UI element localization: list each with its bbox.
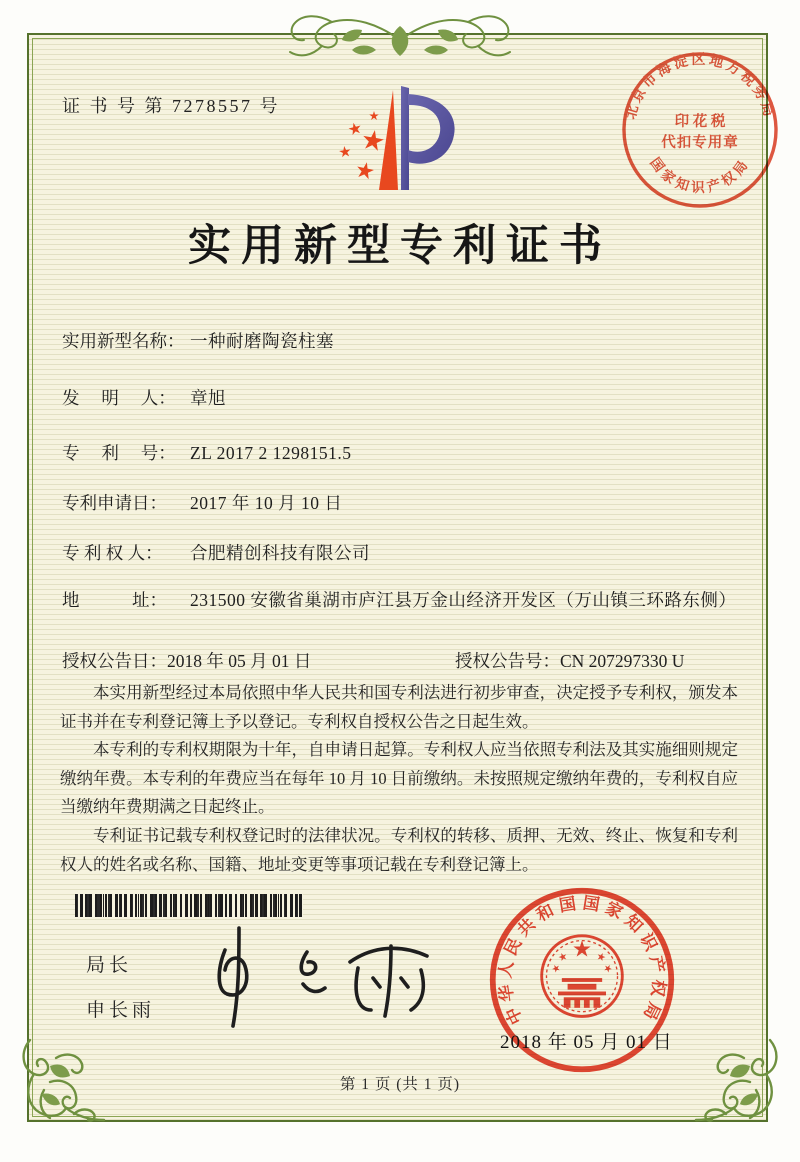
barcode [75,894,303,917]
certificate-title: 实用新型专利证书 [188,223,612,270]
certificate-fields [62,328,738,613]
field-label: 专 利 权 人： [62,543,163,563]
tax-stamp-bottom-arc-text: 国家知识产权局 [647,154,753,195]
seal-ring-text: 中华人民共和国国家知识产权局 [495,893,669,1028]
logo-stars [339,111,386,180]
director-name: 申长雨 [86,1000,156,1021]
field-label: 专 利 号： [62,443,176,463]
field-label: 地 址： [62,590,167,610]
certificate-number: 证 书 号 第 7278557 号 [62,96,280,116]
field-patent-number [62,440,738,466]
legal-text [60,679,738,879]
director-title: 局长 [86,955,133,976]
legal-paragraph-3: 专利证书记载专利权登记时的法律状况。专利权的转移、质押、无效、终止、恢复和专利权人的姓名或名称、国籍、地址变更等事项记载在专利登记簿上。 [60,825,738,874]
field-value: ZL 2017 2 1298151.5 [190,443,352,463]
grant-number [455,648,684,673]
legal-paragraph-1: 本实用新型经过本局依照中华人民共和国专利法进行初步审查，决定授予专利权，颁发本证书并在专利登记簿上予以登记。专利权自授权公告之日起生效。 [60,683,738,731]
field-label: 专利申请日： [62,493,167,513]
field-value: 章旭 [190,388,226,408]
field-utility-model-name [62,328,738,354]
grant-number-label: 授权公告号： [455,651,560,671]
field-value: 合肥精创科技有限公司 [190,543,370,563]
field-address [62,587,738,613]
grant-number-value: CN 207297330 U [560,651,685,671]
field-label: 发 明 人： [62,388,176,408]
tax-stamp-line1: 印 花 税 [674,114,726,130]
tax-stamp-line2: 代扣专用章 [661,135,739,151]
field-value: 一种耐磨陶瓷柱塞 [190,331,334,351]
national-emblem [542,936,623,1017]
field-value: 231500 安徽省巢湖市庐江县万金山经济开发区（万山镇三环路东侧） [190,590,737,610]
director-signature-handwriting [195,918,445,1033]
grant-row [62,648,738,673]
seal-date: 2018 年 05 月 01 日 [500,1032,673,1053]
grant-date-label: 授权公告日： [62,651,167,671]
svg-text:北京市海淀区地方税务局 [623,51,778,121]
page-number: 第 1 页 (共 1 页) [339,1076,461,1093]
tax-stamp-top-arc-text: 北京市海淀区地方税务局 [623,52,777,122]
stamp-tax-office [618,48,782,212]
patent-office-logo [330,72,480,204]
grant-date-value: 2018 年 05 月 01 日 [167,651,312,671]
field-value: 2017 年 10 月 10 日 [190,493,343,513]
legal-paragraph-2: 本专利的专利权期限为十年，自申请日起算。专利权人应当依照专利法及其实施细则规定缴纳年费。本专利的年费应当在每年 10 月 10 日前缴纳。未按照规定缴纳年费的，专利权自应当缴纳年费期满之日起终止。 [60,740,738,817]
logo-blue-p [401,86,455,190]
svg-text:国家知识产权局 [647,154,753,195]
field-inventor [62,385,738,411]
field-patentee [62,540,738,566]
field-label: 实用新型名称： [62,331,185,351]
field-filing-date [62,490,738,516]
